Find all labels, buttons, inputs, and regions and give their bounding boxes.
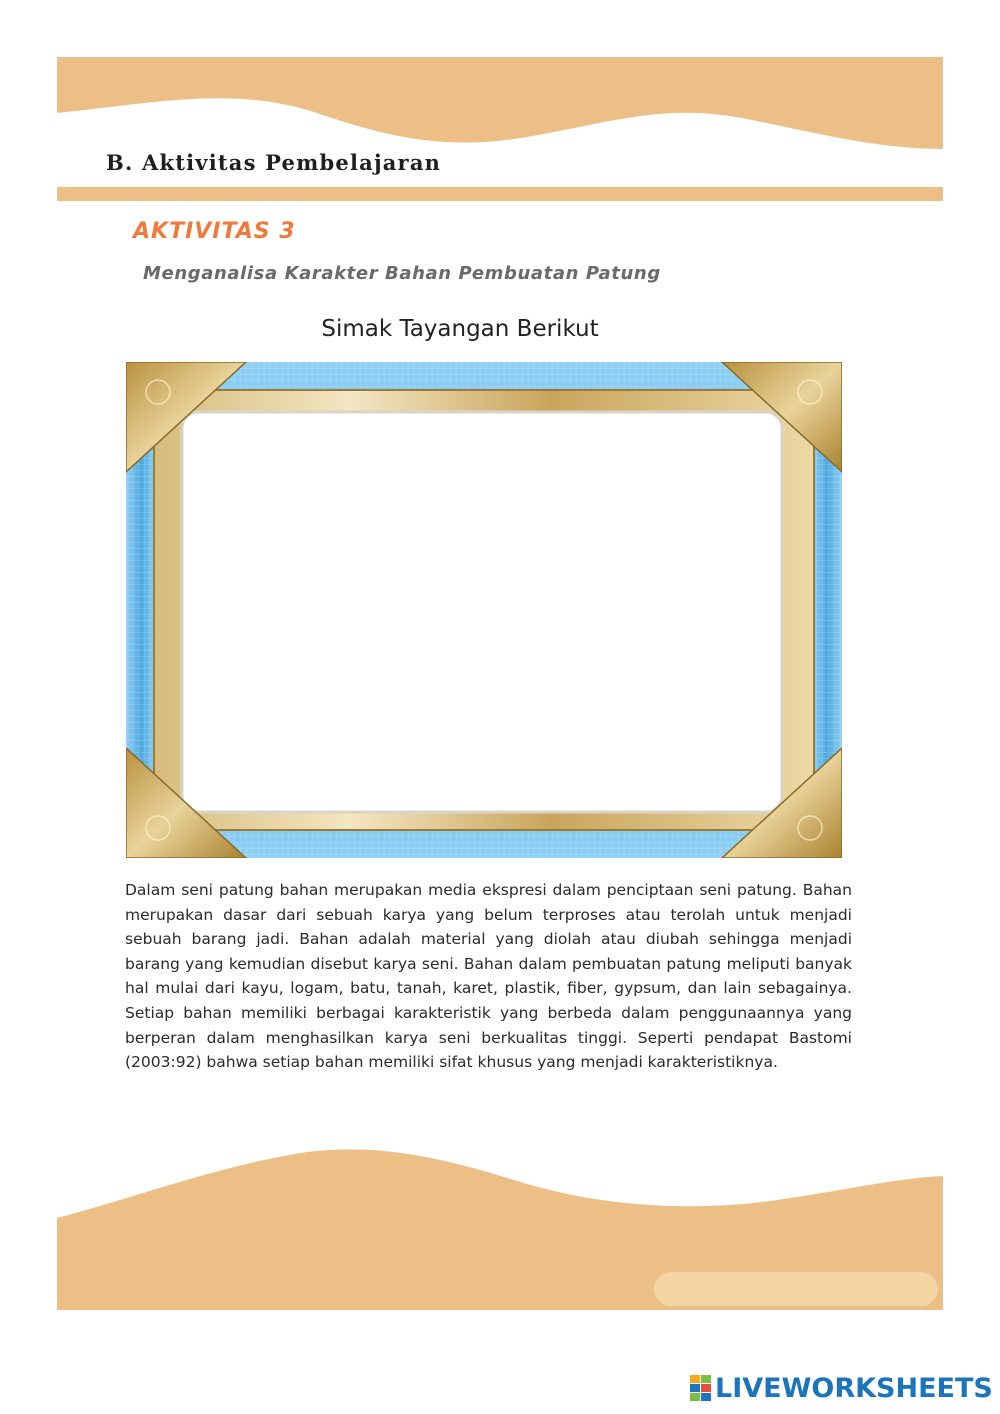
section-heading: B. Aktivitas Pembelajaran: [106, 150, 442, 175]
activity-subtitle: Menganalisa Karakter Bahan Pembuatan Patung: [143, 263, 661, 284]
liveworksheets-brand: [690, 1370, 993, 1406]
liveworksheets-logo-icon: [690, 1375, 712, 1401]
top-wave-decoration: [57, 57, 943, 157]
activity-title: AKTIVITAS 3: [133, 219, 296, 244]
header-rule: [57, 187, 943, 201]
body-paragraph: Dalam seni patung bahan merupakan media ekspresi dalam penciptaan seni patung. Bahan merupakan dasar dari sebuah karya yang belum terproses atau terolah untuk menjadi sebuah barang jadi. Bahan adalah material yang diolah atau diubah sehingga menjadi barang yang kemudian disebut karya seni. Bahan dalam pembuatan patung meliputi banyak hal mulai dari kayu, logam, batu, tanah, karet, plastik, fiber, gypsum, dan lain sebagainya. Setiap bahan memiliki berbagai karakteristik yang berbeda dalam penggunaannya yang berperan dalam menghasilkan karya seni berkualitas tinggi. Seperti pendapat Bastomi (2003:92) bahwa setiap bahan memiliki sifat khusus yang menjadi karakteristiknya.: [125, 881, 852, 1072]
footer-highlight: [654, 1272, 938, 1306]
video-caption: Simak Tayangan Berikut: [321, 316, 599, 342]
brand-name: LIVEWORKSHEETS: [715, 1372, 993, 1404]
video-frame[interactable]: [126, 362, 842, 858]
